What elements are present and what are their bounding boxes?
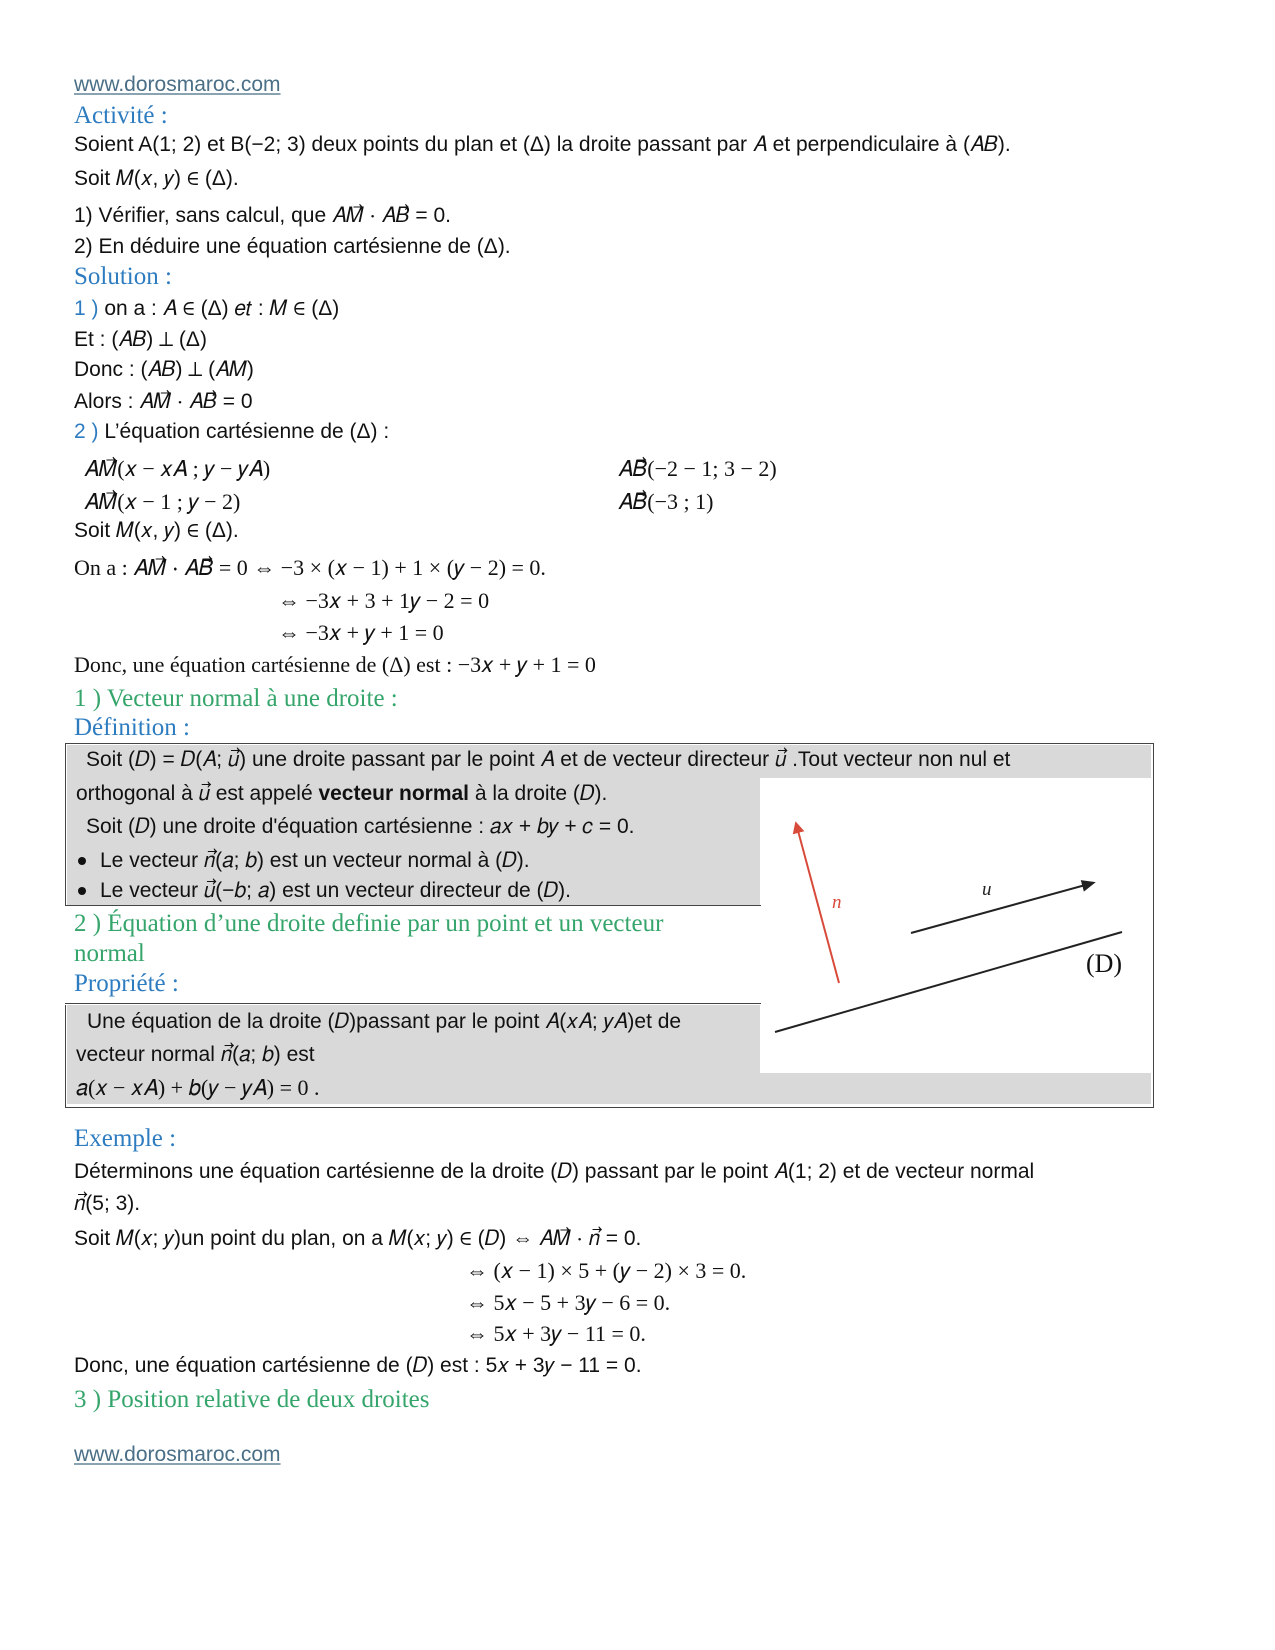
solution-step-1-number: 1 ) <box>74 297 99 320</box>
definition-line-2-end: à la droite (𝐷). <box>469 782 608 805</box>
definition-bullet-1 <box>78 849 530 873</box>
exemple-conclusion: Donc, une équation cartésienne de (𝐷) est : 5𝑥 + 3𝑦 − 11 = 0. <box>74 1354 642 1377</box>
solution-step-2-number: 2 ) <box>74 420 99 443</box>
exemple-step-2: ⇔ 5𝑥 − 5 + 3𝑦 − 6 = 0. <box>466 1290 671 1315</box>
definition-line-3: Soit (𝐷) une droite d'équation cartésienne : 𝑎𝑥 + 𝑏𝑦 + 𝑐 = 0. <box>86 815 635 838</box>
bullet-icon <box>78 857 86 865</box>
solution-et: Et : (𝐴𝐵) ⊥ (Δ) <box>74 328 207 351</box>
property-line-1: Une équation de la droite (𝐷)passant par le point 𝐴(𝑥𝐴; 𝑦𝐴)et de <box>87 1010 682 1033</box>
vector-ab-general: 𝐴𝐵⃗(−2 − 1; 3 − 2) <box>618 456 777 481</box>
definition-line-2-start: orthogonal à 𝑢⃗ est appelé <box>76 782 319 805</box>
vector-am-specific: 𝐴𝑀⃗(𝑥 − 1 ; 𝑦 − 2) <box>84 489 241 514</box>
exemple-heading: Exemple : <box>74 1125 177 1152</box>
bullet-icon <box>78 887 86 895</box>
definition-line-2 <box>76 782 607 806</box>
propriete-heading: Propriété : <box>74 970 179 997</box>
equation-line-1: On a : 𝐴𝑀⃗ ⋅ 𝐴𝐵⃗ = 0 ⇔ −3 × (𝑥 − 1) + 1 × (𝑦 − 2) = 0. <box>74 555 546 580</box>
section-1-heading: 1 ) Vecteur normal à une droite : <box>74 685 398 712</box>
solution-step-2-text: L’équation cartésienne de (Δ) : <box>98 420 390 443</box>
activite-question-1: 1) Vérifier, sans calcul, que 𝐴𝑀⃗ ⋅ 𝐴𝐵⃗ = 0. <box>74 204 452 227</box>
exemple-line-2: 𝑛⃗(5; 3). <box>74 1192 141 1215</box>
section-2-heading-line-2: normal <box>74 940 145 967</box>
definition-box-bottom-edge <box>65 905 761 906</box>
vector-ab-specific: 𝐴𝐵⃗(−3 ; 1) <box>618 489 714 514</box>
site-link-bottom[interactable]: www.dorosmaroc.com <box>74 1443 281 1466</box>
solution-alors: Alors : 𝐴𝑀⃗ ⋅ 𝐴𝐵⃗ = 0 <box>74 390 253 413</box>
activite-question-2: 2) En déduire une équation cartésienne de (Δ). <box>74 235 511 258</box>
activite-line2: Soit 𝑀(𝑥, 𝑦) ∈ (Δ). <box>74 167 239 190</box>
activite-line1: Soient A(1; 2) et B(−2; 3) deux points du plan et (Δ) la droite passant par 𝐴 et perpendiculaire à (𝐴𝐵). <box>74 133 1011 156</box>
solution-soit: Soit 𝑀(𝑥, 𝑦) ∈ (Δ). <box>74 519 239 542</box>
exemple-line-1: Déterminons une équation cartésienne de la droite (𝐷) passant par le point 𝐴(1; 2) et de vecteur normal <box>74 1160 1035 1183</box>
section-2-heading-line-1: 2 ) Équation d’une droite definie par un point et un vecteur <box>74 910 664 937</box>
normal-vector-figure <box>760 800 1150 1060</box>
exemple-step-1: ⇔ (𝑥 − 1) × 5 + (𝑦 − 2) × 3 = 0. <box>466 1258 747 1283</box>
solution-heading: Solution : <box>74 263 172 290</box>
equation-line-3: ⇔ −3𝑥 + 𝑦 + 1 = 0 <box>278 620 444 645</box>
solution-step-1 <box>74 297 339 321</box>
solution-conclusion: Donc, une équation cartésienne de (Δ) est : −3𝑥 + 𝑦 + 1 = 0 <box>74 652 596 677</box>
activite-heading: Activité : <box>74 102 168 129</box>
d-line-label: (D) <box>1086 949 1123 978</box>
solution-donc: Donc : (𝐴𝐵) ⊥ (𝐴𝑀) <box>74 358 254 381</box>
equation-line-2: ⇔ −3𝑥 + 3 + 1𝑦 − 2 = 0 <box>278 588 490 613</box>
u-vector-label: u⃗ <box>982 879 1007 900</box>
solution-step-2 <box>74 420 389 444</box>
n-vector-label: n⃗ <box>832 892 857 913</box>
vector-am-general: 𝐴𝑀⃗(𝑥 − 𝑥𝐴 ; 𝑦 − 𝑦𝐴) <box>84 456 271 481</box>
property-formula: 𝑎(𝑥 − 𝑥𝐴) + 𝑏(𝑦 − 𝑦𝐴) = 0 . <box>76 1075 320 1100</box>
site-link-top[interactable]: www.dorosmaroc.com <box>74 73 281 96</box>
definition-heading: Définition : <box>74 714 190 741</box>
vecteur-normal-term: vecteur normal <box>318 782 470 805</box>
section-3-heading: 3 ) Position relative de deux droites <box>74 1386 430 1413</box>
bullet-2-text: Le vecteur 𝑢⃗(−𝑏; 𝑎) est un vecteur directeur de (𝐷). <box>100 879 572 902</box>
property-box-top-edge <box>65 1003 761 1004</box>
definition-bullet-2 <box>78 879 571 903</box>
solution-step-1-text: on a : 𝐴 ∈ (Δ) 𝑒𝑡 : 𝑀 ∈ (Δ) <box>98 297 340 320</box>
line-d <box>775 932 1122 1032</box>
bullet-1-text: Le vecteur 𝑛⃗(𝑎; 𝑏) est un vecteur normal à (𝐷). <box>100 849 530 872</box>
exemple-step-3: ⇔ 5𝑥 + 3𝑦 − 11 = 0. <box>466 1321 646 1346</box>
exemple-line-3: Soit 𝑀(𝑥; 𝑦)un point du plan, on a 𝑀(𝑥; 𝑦) ∈ (𝐷) ⇔ 𝐴𝑀⃗ ⋅ 𝑛⃗ = 0. <box>74 1227 642 1250</box>
property-line-2: vecteur normal 𝑛⃗(𝑎; 𝑏) est <box>76 1043 315 1066</box>
definition-line-1: Soit (𝐷) = 𝐷(𝐴; 𝑢⃗) une droite passant par le point 𝐴 et de vecteur directeur 𝑢⃗ .Tout vecteur non nul et <box>86 748 1011 771</box>
